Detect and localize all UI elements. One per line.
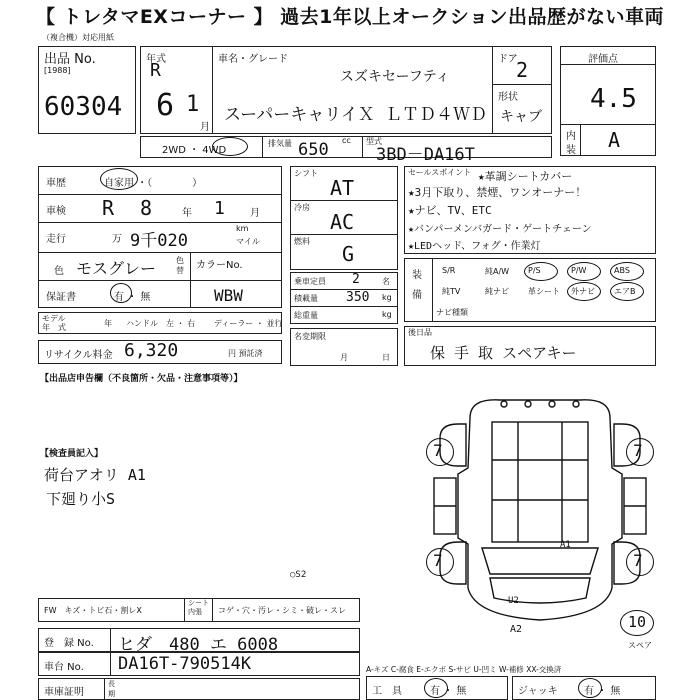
registration-change-unit: 月 [340,353,348,362]
color-code-label: カラーNo. [196,260,243,271]
cert-sub-2: 期 [108,690,115,698]
model-year-label-1: モデル [42,314,66,323]
displacement-label: 排気量 [268,139,292,148]
warranty-options: 有 ・ 無 [114,292,151,303]
subheader: （複合機）対応用紙 [42,33,114,42]
interior-value: A [608,128,621,152]
inspection-label: 車検 [46,206,66,217]
equipment-item: ABS [614,266,630,275]
equipment-item: 純A/W [485,267,510,276]
cooling-value: AC [330,210,355,234]
cert-sub-1: 長 [108,680,115,688]
jack-options: 有 ・ 無 [584,686,621,697]
tire-mark-rr: 7 [633,551,643,570]
mileage-unit-mile: マイル [236,237,260,246]
gross-unit: kg [382,310,392,319]
history-options: 自家用 ・（ ） [104,178,203,189]
shift-value: AT [330,176,355,200]
inspector-title: 【検査員記入】 [40,449,104,459]
tire-mark-fl: 7 [433,441,443,460]
model-year-label-2: 年 式 [42,323,66,332]
mileage-man-unit: 万 [112,234,122,245]
car-label: 車名・グレード [218,54,288,65]
jack-selected-circle [578,678,602,698]
dealer-options: ディーラー ・ 並行 [214,319,283,328]
score-label: 評価点 [588,54,618,65]
diagram-note-a1: A1 [560,540,571,550]
tire-mark-rl: 7 [433,551,443,570]
score-value: 4.5 [590,84,637,114]
inspector-note-1: 荷台アオリ A1 [44,466,146,484]
fw-label: FW キズ・トビ石・割レX [44,606,142,615]
interior-label-1: 内 [566,131,576,142]
shift-label: シフト [294,169,318,178]
color-label: 色 [54,266,64,277]
equipment-label-2: 備 [412,290,422,301]
load-value: 350 [346,290,370,305]
doors-label: ドア [498,54,518,65]
chassis-value: DA16T-790514K [118,654,252,674]
history-label: 車歴 [46,178,66,189]
registration-label: 登 録 No. [44,638,94,649]
inspection-year-unit: 年 [182,208,192,219]
sales-point-2: ★3月下取り、禁煙、ワンオーナー！ [408,186,587,199]
handle-options: ハンドル 左 ・ 右 [126,319,196,328]
lot-stamp: [1988] [44,66,71,75]
registration-change-label: 名変期限 [294,332,326,341]
mileage-label: 走行 [46,234,66,245]
color-value: モスグレー [76,259,157,278]
equipment-item: エアB [614,287,636,296]
warranty-label: 保証書 [46,292,76,303]
recycle-unit: 円 預託済 [228,349,263,358]
equipment-label-1: 装 [412,270,422,281]
navi-label: ナビ種類 [436,308,468,317]
model-value: 3BD－DA16T [376,145,475,165]
accessories-value: 保 手 取 スペアキー [430,344,577,362]
gross-label: 総重量 [294,311,318,320]
tools-label: 工 具 [372,686,402,697]
mileage-unit-km: km [236,224,249,233]
tools-selected-circle [424,678,448,698]
year-month-unit: 月 [200,122,210,133]
equipment-selected-circle [610,262,644,281]
car-grade: スーパーキャリイＸ ＬＴＤ４ＷＤ [224,105,488,125]
banner-title: 【 トレタマEXコーナー 】 過去1年以上オークション出品歴がない車両 [35,6,665,28]
registration-value: ヒダ 480 エ 6008 [118,635,279,655]
diagram-note-a2: A2 [510,624,523,635]
car-damage-diagram [400,388,700,648]
cooling-label: 冷房 [294,203,310,212]
equipment-item: P/W [571,266,587,275]
inspection-month-unit: 月 [250,208,260,219]
cert-label: 車庫証明 [44,687,84,698]
color-code-value: WBW [214,286,243,305]
inspection-era: R [102,196,115,220]
sales-point-4: ★バンパーメンバガード・ゲートチェーン [408,224,592,235]
sheet-label: シート 内張 [188,599,209,616]
interior-items: コゲ・穴・汚レ・シミ・破レ・スレ [218,606,346,615]
tire-mark-fr: 7 [633,441,643,460]
interior-note: ○S2 [290,570,307,580]
equipment-item: 純ナビ [485,287,509,296]
registration-change-day-unit: 日 [382,353,390,362]
lot-number: 60304 [44,92,123,122]
load-unit: kg [382,293,392,302]
jack-label: ジャッキ [518,686,558,697]
accessories-label: 後日品 [408,328,432,337]
year-value: 6 [156,88,175,123]
fuel-value: G [342,242,355,266]
spare-label: スペア [628,641,652,650]
spare-value: 10 [628,613,647,631]
recycle-label: リサイクル料金 [44,350,113,361]
drive-options: 2WD ・ 4WD [162,145,227,156]
sales-points-label: セールスポイント [408,168,472,177]
report-title: 【出品店申告欄（不良箇所・欠品・注意事項等）】 [40,374,243,384]
body-type-label: 形状 [498,92,518,103]
drive-selected-circle [212,137,248,156]
year-month: 1 [186,92,200,117]
equipment-item: 純TV [442,287,461,296]
car-name: スズキセーフティ [340,69,450,85]
sales-point-1: ★革調シートカバー [478,170,573,183]
equipment-selected-circle [567,262,601,281]
year-era: R [150,60,161,81]
capacity-unit: 名 [382,277,390,286]
history-selected-circle [100,168,138,190]
equipment-item: 外ナビ [571,287,595,296]
model-year-unit: 年 [104,319,112,328]
fuel-label: 燃料 [294,237,310,246]
inspector-note-2: 下廻り小S [46,490,116,508]
inspection-month: 1 [214,198,225,219]
displacement-unit: cc [342,136,351,145]
tools-options: 有 ・ 無 [430,686,467,697]
year-label: 年式 [146,54,166,65]
lot-label: 出品 No. [44,52,96,67]
recycle-value: 6,320 [124,340,179,361]
equipment-selected-circle [567,282,601,301]
mileage-value: 9千020 [130,231,188,251]
capacity-label: 乗車定員 [294,277,326,286]
sales-point-5: ★LEDヘッド、フォグ・作業灯 [408,241,541,252]
interior-label-2: 装 [566,145,576,156]
sales-point-3: ★ナビ、TV、ETC [408,204,492,217]
equipment-item: P/S [528,266,541,275]
doors-value: 2 [516,58,529,82]
equipment-selected-circle [524,262,558,281]
color-change-label: 色替 [176,256,184,275]
model-label: 型式 [366,137,382,146]
load-label: 積載量 [294,294,318,303]
equipment-item: 革シート [528,287,560,296]
displacement-value: 650 [298,140,329,160]
inspection-year: 8 [140,196,153,220]
damage-legend: A-キズ C-腐食 E-エクボ S-サビ U-凹ミ W-補修 XX-交換済 [366,665,562,674]
cert-row [38,678,360,700]
warranty-selected-circle [110,283,132,303]
equipment-selected-circle [610,282,644,301]
equipment-item: S/R [442,266,456,275]
chassis-label: 車台 No. [44,662,84,673]
capacity-value: 2 [352,272,360,287]
body-type-value: キャブ [500,109,542,125]
diagram-note-u2: U2 [508,596,519,606]
